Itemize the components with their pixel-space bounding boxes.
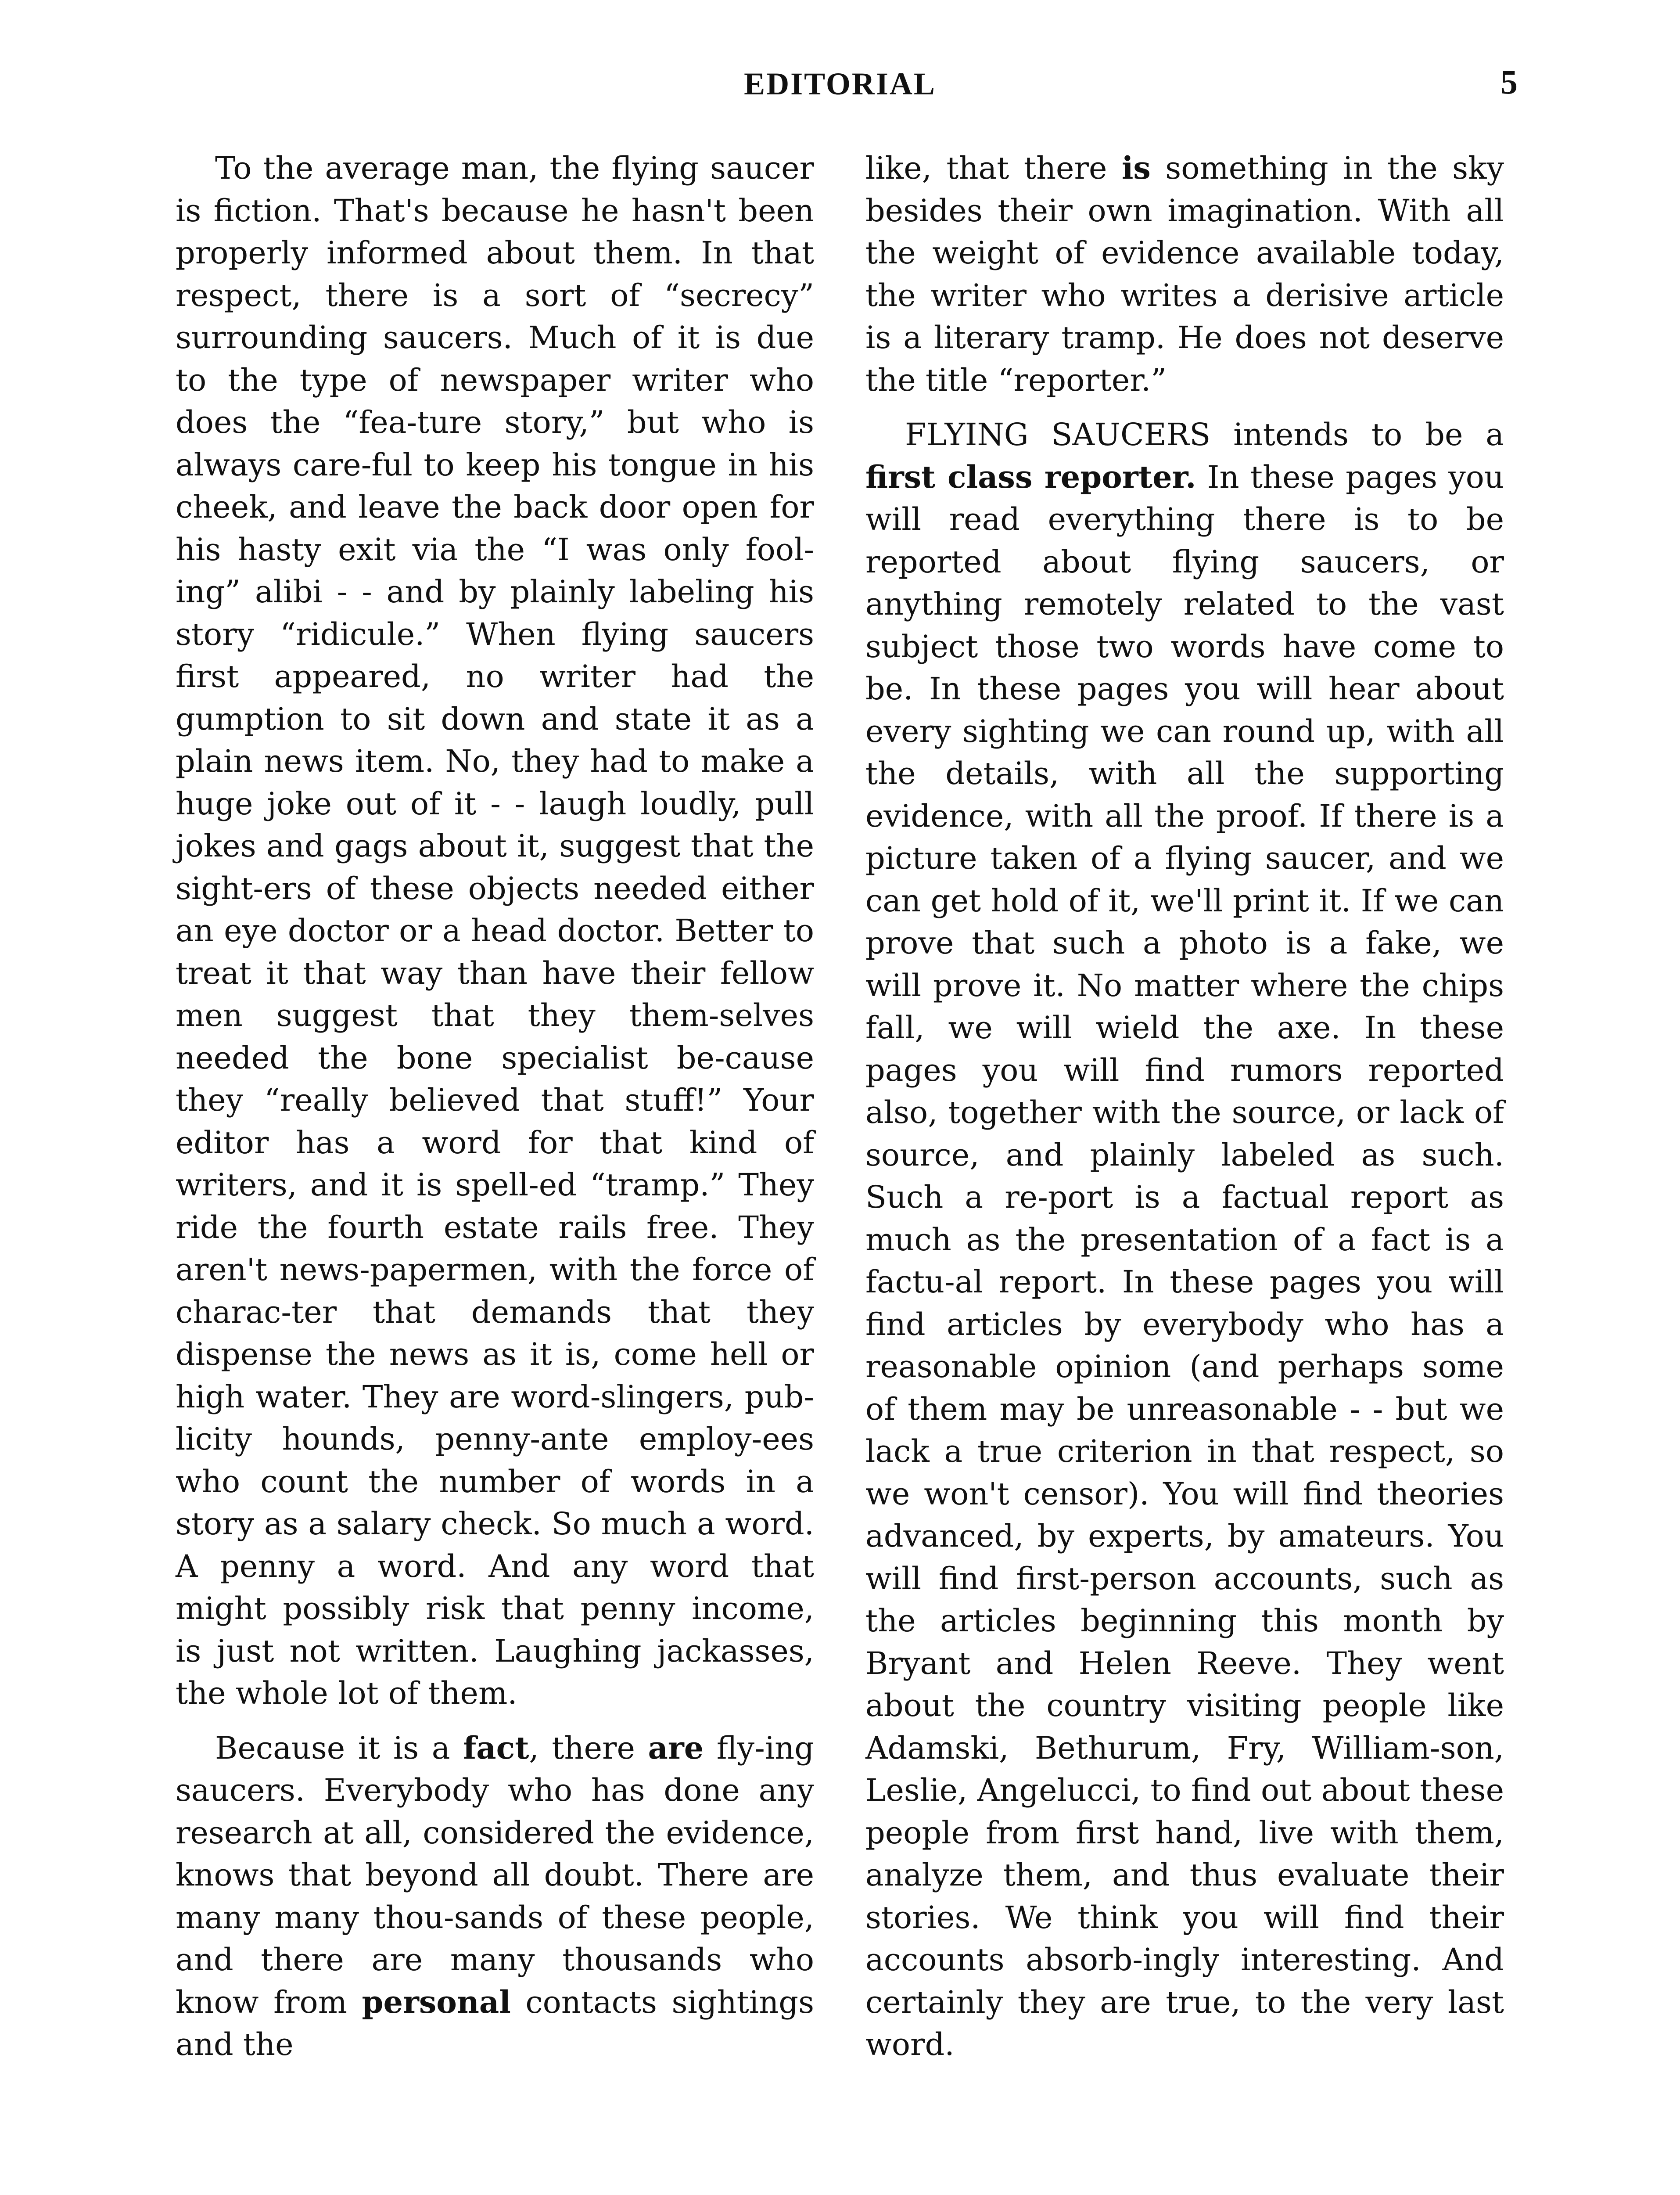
left-p2-text-c: , there [529,1730,648,1766]
right-p2-bold-first-class-reporter: first class reporter. [865,458,1196,495]
left-p2-bold-fact: fact [463,1729,529,1766]
right-paragraph-1 [865,147,1504,401]
right-column [865,147,1504,2078]
left-p2-text-d: fly-ing saucers. Everybody who has done any research at all, considered the evidence, knows that beyond all doubt. There are many many thou-sands of these people, and there are many thousands who know from [176,1730,815,2020]
left-paragraph-2 [176,1727,814,2066]
right-p2-text-c: In these pages you will read everything there is to be reported about flying saucers, or anything remotely related to the vast subject those two words have come to be. In these pages you will hear about every sighting we can round up, with all the details, with all the supporting evidence, with all the proof. If there is a picture taken of a flying saucer, and we can get hold of it, we'll print it. If we can prove that such a photo is a fake, we will prove it. No matter where the chips fall, we will wield the axe. In these pages you will find rumors reported also, together with the source, or lack of source, and plainly labeled as such. Such a re-port is a factual report as much as the presentation of a fact is a factu-al report. In these pages you will find articles by everybody who has a reasonable opinion (and perhaps some of them may be unreasonable - - but we lack a true criterion in that respect, so we won't censor). You will find theories advanced, by experts, by amateurs. You will find first-person accounts, such as the articles beginning this month by Bryant and Helen Reeve. They went about the country visiting people like Adamski, Bethurum, Fry, William-son, Leslie, Angelucci, to find out about these people from first hand, live with them, analyze them, and thus evaluate their stories. We think you will find their accounts absorb-ingly interesting. And certainly they are true, to the very last word. [865,459,1504,2062]
left-paragraph-1: To the average man, the flying saucer is fiction. That's because he hasn't been properly informed about them. In that respect, there is a sort of “secrecy” surrounding saucers. Much of it is due to the type of newspaper writer who does the “fea-ture story,” but who is always care-ful to keep his tongue in his cheek, and leave the back door open for his hasty exit via the “I was only fool-ing” alibi - - and by plainly labeling his story “ridicule.” When flying saucers first appeared, no writer had the gumption to sit down and state it as a plain news item. No, they had to make a huge joke out of it - - laugh loudly, pull jokes and gags about it, suggest that the sight-ers of these objects needed either an eye doctor or a head doctor. Better to treat it that way than have their fellow men suggest that they them-selves needed the bone specialist be-cause they “really believed that stuff!” Your editor has a word for that kind of writers, and it is spell-ed “tramp.” They ride the fourth estate rails free. They aren't news-papermen, with the force of charac-ter that demands that they dispense the news as it is, come hell or high water. They are word-slingers, pub-licity hounds, penny-ante employ-ees who count the number of words in a story as a salary check. So much a word. A penny a word. And any word that might possibly risk that penny income, is just not written. Laughing jackasses, the whole lot of them. [176,150,814,1711]
right-p2-text-a: FLYING SAUCERS intends to be a [905,417,1504,453]
left-p2-bold-personal: personal [362,1983,511,2020]
page-number: 5 [1501,63,1518,101]
page-header-title: EDITORIAL [744,66,936,101]
left-column [176,147,814,2078]
right-p1-text-c: something in the sky besides their own imagination. With all the weight of evidence available today, the writer who writes a derisive article is a literary tramp. He does not deserve the title “reporter.” [865,150,1504,398]
left-p2-text-a: Because it is a [215,1730,463,1766]
left-p2-text-e: contacts sightings and the [176,1984,815,2062]
right-p1-text-a: like, that there [865,150,1122,186]
left-p2-bold-are: are [648,1729,704,1766]
right-paragraph-2 [865,414,1504,2066]
right-p1-bold-is: is [1121,150,1151,186]
